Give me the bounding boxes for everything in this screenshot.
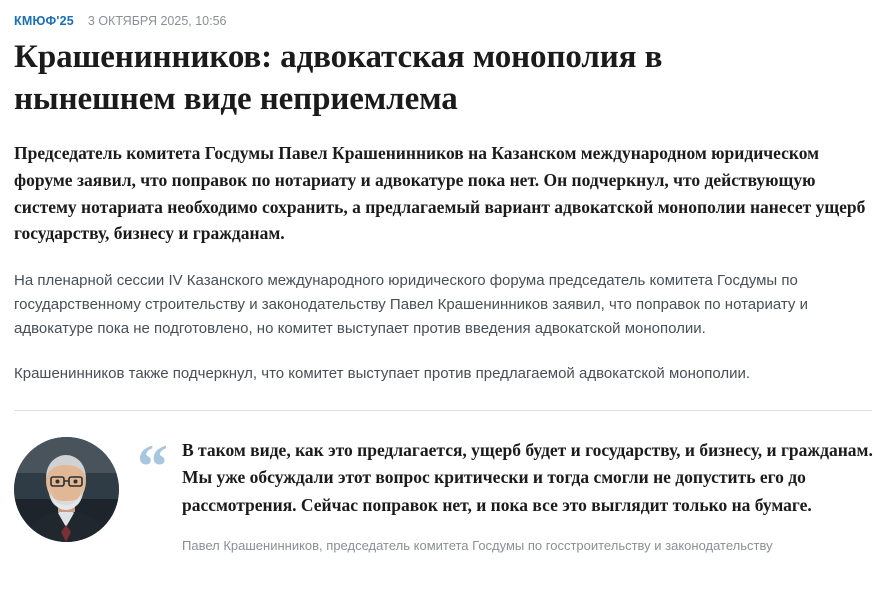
article-meta bbox=[14, 14, 874, 28]
quote-body bbox=[182, 433, 874, 555]
article-lead: Председатель комитета Госдумы Павел Крашенинников на Казанском международном юридическом форуме заявил, что поправок по нотариату и адвокатуре пока нет. Он подчеркнул, что действующую систему нотариата необходимо сохранить, а предлагаемый вариант адвокатской монополии нанесет ущерб государству, бизнесу и гражданам. bbox=[14, 143, 866, 244]
section-divider bbox=[14, 410, 872, 411]
pull-quote bbox=[14, 433, 874, 555]
quote-text: В таком виде, как это предлагается, ущерб будет и государству, и бизнесу, и гражданам. Мы уже обсуждали этот вопрос критически и тогда смогли не допустить его до рассмотрения. Сейчас поправок нет, и пока все это выглядит только на бумаге. bbox=[182, 440, 873, 515]
article-paragraph-2: Крашенинников также подчеркнул, что комитет выступает против предлагаемой адвокатской монополии. bbox=[14, 364, 751, 382]
avatar bbox=[14, 437, 119, 542]
quote-content bbox=[119, 433, 874, 555]
article-paragraph-1: На пленарной сессии IV Казанского международного юридического форума председатель комитета Госдумы по государственному строительству и законодательству Павел Крашенинников заявил, что поправок по нотариату и адвокатуре пока не подготовлено, но комитет выступает против введения адвокатской монополии. bbox=[14, 271, 808, 338]
forum-tag[interactable]: КМЮФ'25 bbox=[14, 14, 74, 28]
quote-author: Павел Крашенинников, председатель комитета Госдумы по госстроительству и законодательству bbox=[182, 537, 773, 553]
quote-mark-icon: “ bbox=[137, 433, 168, 502]
page-title: Крашенинников: адвокатская монополия в нынешнем виде неприемлема bbox=[14, 39, 663, 118]
publish-date: 3 ОКТЯБРЯ 2025, 10:56 bbox=[87, 14, 227, 28]
